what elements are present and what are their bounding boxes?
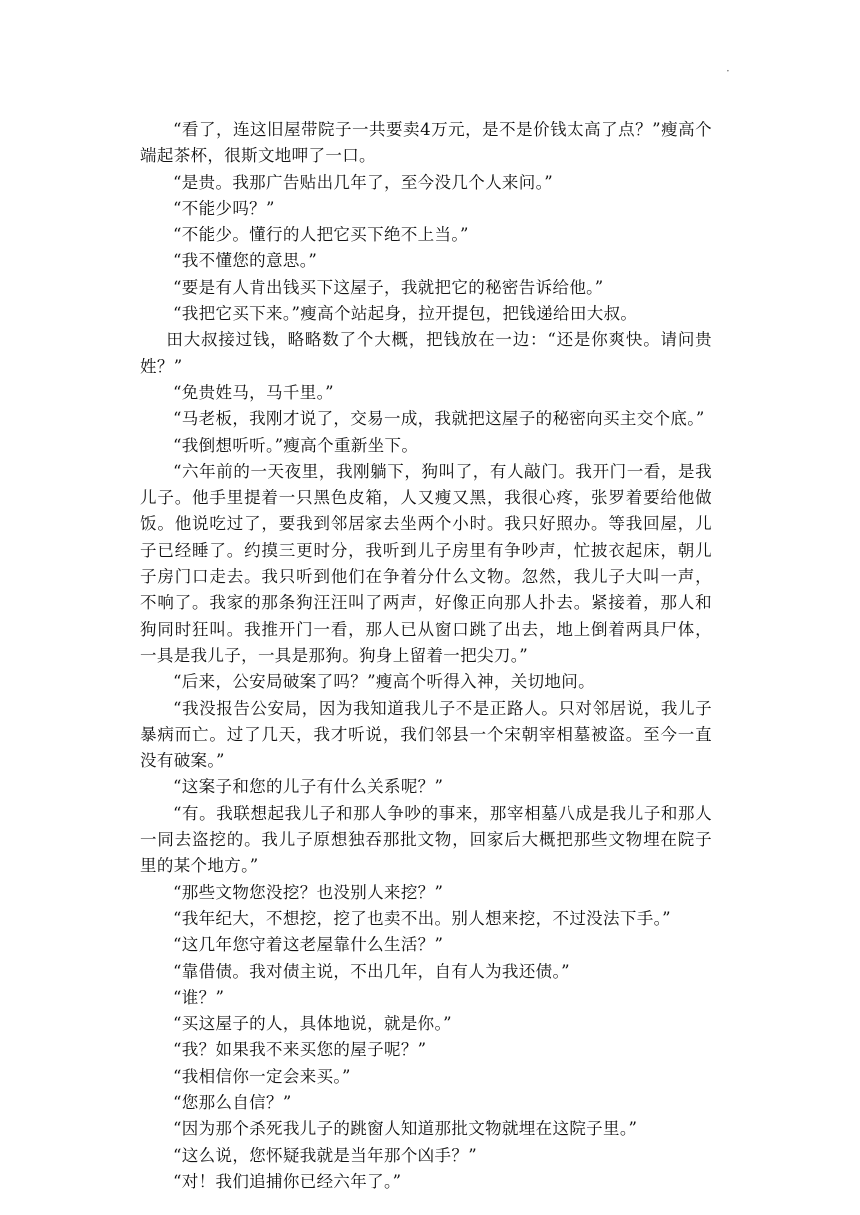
- paragraph: “后来，公安局破案了吗？”瘦高个听得入神，关切地问。: [173, 672, 595, 692]
- paragraph: “不能少吗？”: [173, 198, 275, 218]
- paragraph: “您那么自信？”: [173, 1092, 292, 1112]
- paragraph: “看了，连这旧屋带院子一共要卖4万元，是不是价钱太高了点？”瘦高个端起茶杯，很斯文地呷了一口。: [140, 120, 712, 166]
- paragraph: “六年前的一天夜里，我刚躺下，狗叫了，有人敲门。我开门一看，是我儿子。他手里提着一只黑色皮箱，人又瘦又黑，我很心疼，张罗着要给他做饭。他说吃过了，要我到邻居家去坐两个小时。我只好照办。等我回屋，儿子已经睡了。约摸三更时分，我听到儿子房里有争吵声，忙披衣起床，朝儿子房门口走去。我只听到他们在争着分什么文物。忽然，我儿子大叫一声，不响了。我家的那条狗汪汪叫了两声，好像正向那人扑去。紧接着，那人和狗同时狂叫。我推开门一看，那人已从窗口跳了出去，地上倒着两具尸体，一具是我儿子，一具是那狗。狗身上留着一把尖刀。”: [140, 461, 712, 665]
- paragraph: “对！我们追捕你已经六年了。”: [173, 1171, 402, 1191]
- paragraph: “我不懂您的意思。”: [173, 251, 318, 271]
- paragraph: “马老板，我刚才说了，交易一成，我就把这屋子的秘密向买主交个底。”: [173, 409, 705, 429]
- paragraph: “靠借债。我对债主说，不出几年，自有人为我还债。”: [173, 961, 570, 981]
- paragraph: “这案子和您的儿子有什么关系呢？”: [173, 777, 444, 797]
- paragraph: “我？如果我不来买您的屋子呢？”: [173, 1040, 427, 1060]
- paragraph: “我倒想听听。”瘦高个重新坐下。: [173, 435, 419, 455]
- page-mark: ·: [726, 64, 730, 78]
- paragraph: “是贵。我那广告贴出几年了，至今没几个人来问。”: [173, 172, 554, 192]
- paragraph: “我相信你一定会来买。”: [173, 1066, 351, 1086]
- paragraph: “我把它买下来。”瘦高个站起身，拉开提包，把钱递给田大叔。: [173, 304, 638, 324]
- paragraph: “因为那个杀死我儿子的跳窗人知道那批文物就埋在这院子里。”: [173, 1119, 638, 1139]
- paragraph: “我年纪大，不想挖，挖了也卖不出。别人想来挖，不过没法下手。”: [173, 908, 671, 928]
- paragraph: “这几年您守着这老屋靠什么生活？”: [173, 935, 444, 955]
- paragraph: “那些文物您没挖？也没别人来挖？”: [173, 882, 444, 902]
- paragraph: “这么说，您怀疑我就是当年那个凶手？”: [173, 1145, 478, 1165]
- paragraph: “不能少。懂行的人把它买下绝不上当。”: [173, 225, 469, 245]
- paragraph: “谁？”: [173, 987, 225, 1007]
- paragraph: 田大叔接过钱，略略数了个大概，把钱放在一边：“还是你爽快。请问贵姓？”: [140, 330, 712, 376]
- paragraph: “要是有人肯出钱买下这屋子，我就把它的秘密告诉给他。”: [173, 277, 604, 297]
- paragraph: “有。我联想起我儿子和那人争吵的事来，那宰相墓八成是我儿子和那人一同去盗挖的。我儿子原想独吞那批文物，回家后大概把那些文物埋在院子里的某个地方。”: [140, 803, 712, 876]
- story-text: [140, 117, 712, 1195]
- paragraph: “我没报告公安局，因为我知道我儿子不是正路人。只对邻居说，我儿子暴病而亡。过了几天，我才听说，我们邻县一个宋朝宰相墓被盗。至今一直没有破案。”: [140, 698, 712, 771]
- paragraph: “免贵姓马，马千里。”: [173, 382, 334, 402]
- paragraph: “买这屋子的人，具体地说，就是你。”: [173, 1014, 452, 1034]
